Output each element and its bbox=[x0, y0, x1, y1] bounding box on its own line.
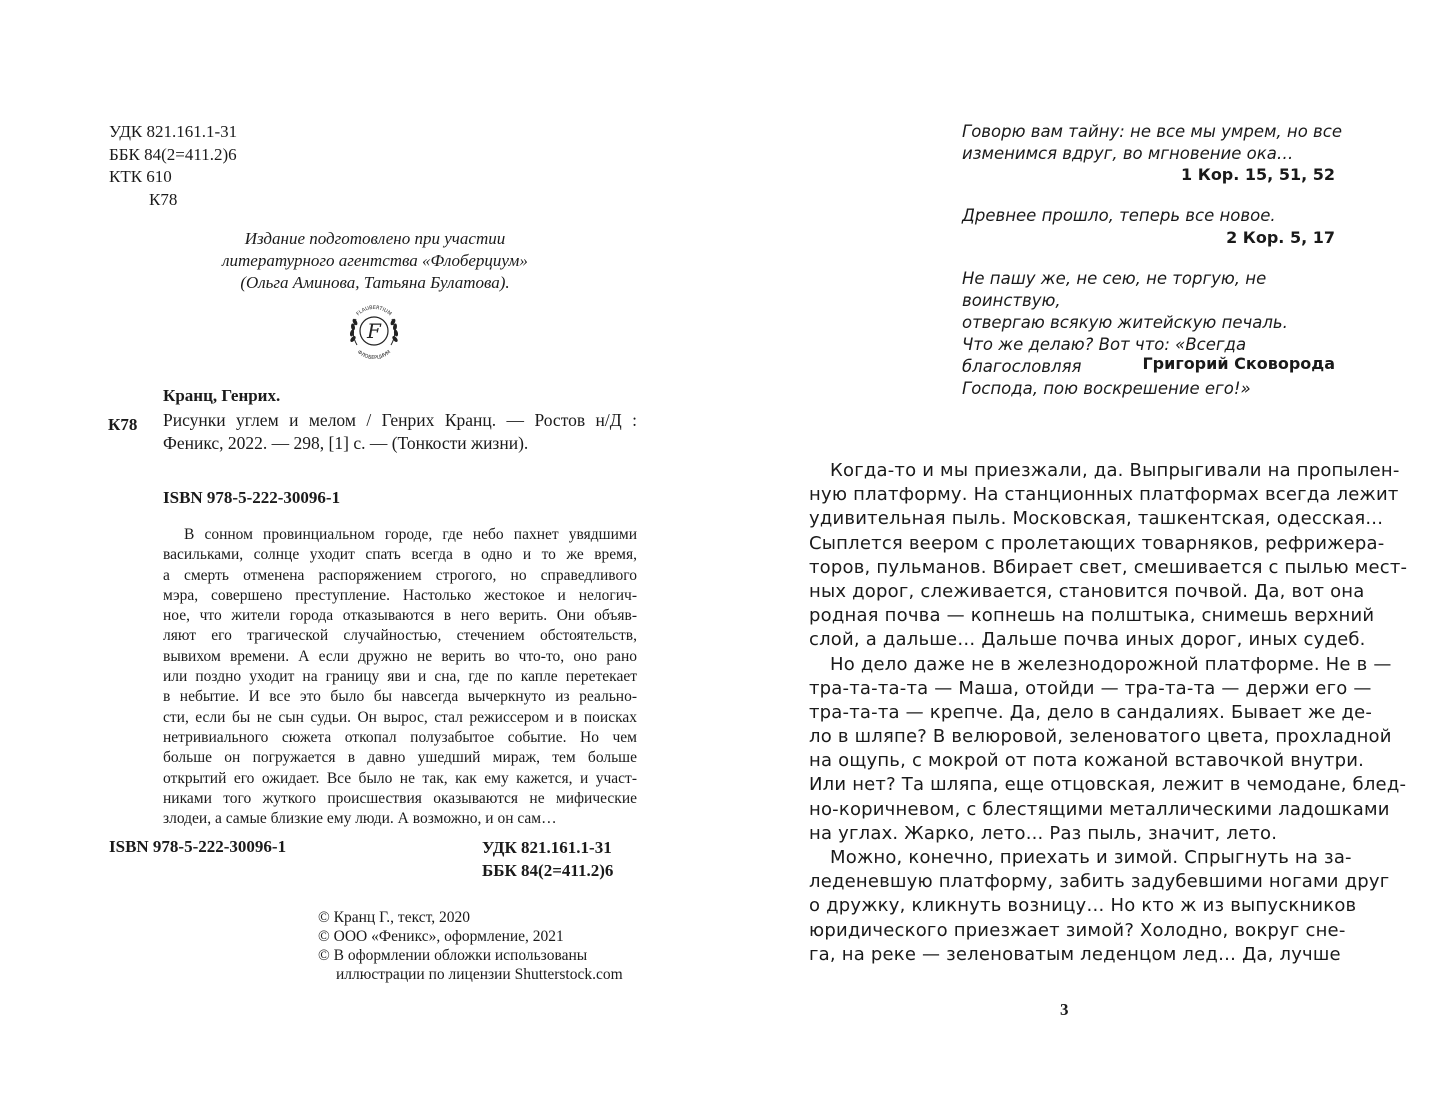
text-line: родная почва — копнешь на полштыка, снимешь верхний bbox=[809, 605, 1375, 627]
text-line: но-коричневом, с блестящими металлическими ладошками bbox=[809, 798, 1390, 820]
text-line: удивительная пыль. Московская, ташкентская, одесская... bbox=[809, 508, 1384, 530]
isbn: ISBN 978-5-222-30096-1 bbox=[163, 488, 341, 507]
paragraph bbox=[809, 846, 1390, 967]
epigraph-1 bbox=[962, 121, 1342, 165]
svg-text:ФЛОБЕРЦИУМ: ФЛОБЕРЦИУМ bbox=[356, 349, 392, 362]
flaubertium-logo-icon bbox=[340, 297, 408, 365]
epigraph-1-source: 1 Кор. 15, 51, 52 bbox=[1181, 165, 1335, 184]
annotation-line: в небытие. И все это было бы навсегда вычеркнуто из реально- bbox=[163, 688, 637, 706]
text-line: тра-та-та-та — Маша, отойди — тра-та-та — держи его — bbox=[809, 677, 1372, 699]
text-line: Сыплется веером с пролетающих товарняков, рефрижера- bbox=[809, 532, 1385, 554]
page-number: 3 bbox=[1060, 1000, 1069, 1019]
annotation-line: злодеи, а самые близкие ему люди. А возможно, и он сам… bbox=[163, 810, 557, 828]
epigraph-line: Говорю вам тайну: не все мы умрем, но все bbox=[962, 122, 1342, 141]
annotation-line: открытий его ожидает. Все было не так, как ему кажется, и участ- bbox=[163, 769, 637, 787]
text-line: га, на реке — зеленоватым леденцом лед… Да, лучше bbox=[809, 943, 1341, 965]
text-line: Или нет? Та шляпа, еще отцовская, лежит в чемодане, блед- bbox=[809, 774, 1407, 796]
epigraph-line: Не пашу же, не сею, не торгую, не воинствую, bbox=[962, 269, 1267, 310]
text-line: торов, пульманов. Вбирает свет, смешивается с пылью мест- bbox=[809, 556, 1408, 578]
text-line: на ощупь, с мокрой от пота кожаной вставочкой внутри. bbox=[809, 750, 1365, 772]
annotation-line: нетривиального сюжета откопал полузабытое событие. Но чем bbox=[163, 728, 637, 746]
svg-text:FLAUBERTIUM: FLAUBERTIUM bbox=[355, 304, 393, 318]
bbk-code: ББК 84(2=411.2)6 bbox=[109, 144, 237, 164]
udk-code: УДК 821.161.1-31 bbox=[109, 122, 238, 141]
agency-note-line: (Ольга Аминова, Татьяна Булатова). bbox=[240, 273, 510, 292]
agency-note bbox=[150, 228, 600, 294]
catalog-codes bbox=[109, 121, 237, 211]
epigraph-line: Древнее прошло, теперь все новое. bbox=[962, 206, 1276, 225]
text-line: юридического приезжает зимой? Холодно, вокруг сне- bbox=[809, 919, 1346, 941]
text-line: ло в шляпе? В велюровой, зеленоватого цвета, прохладной bbox=[809, 726, 1392, 748]
paragraph bbox=[809, 653, 1407, 847]
text-line: Можно, конечно, приехать и зимой. Спрыгнуть на за- bbox=[830, 847, 1352, 868]
bbk-code-bottom: ББК 84(2=411.2)6 bbox=[482, 860, 614, 880]
svg-text:F: F bbox=[367, 319, 381, 343]
annotation bbox=[163, 525, 637, 829]
epigraph-line: Что же делаю? Вот что: «Всегда благословляя bbox=[962, 335, 1247, 376]
main-text bbox=[809, 459, 1408, 967]
text-line: на углах. Жарко, лето... Раз пыль, значит, лето. bbox=[809, 822, 1278, 844]
agency-note-line: Издание подготовлено при участии bbox=[244, 229, 506, 248]
epigraph-2 bbox=[962, 205, 1342, 227]
annotation-line: больше он погружается в давно ушедший мираж, тем больше bbox=[163, 749, 637, 767]
annotation-line: В сонном провинциальном городе, где небо пахнет увядшими bbox=[184, 526, 637, 543]
epigraph-line: Господа, пою воскрешение его!» bbox=[962, 379, 1251, 398]
annotation-line: а смерть отменена распоряжением строгого, но справедливого bbox=[163, 566, 637, 584]
epigraph-line: отвергаю всякую житейскую печаль. bbox=[962, 313, 1288, 332]
annotation-line: ляют его трагической случайностью, стечением обстоятельств, bbox=[163, 627, 637, 645]
paragraph bbox=[809, 459, 1408, 653]
agency-note-line: литературного агентства «Флоберциум» bbox=[222, 251, 528, 270]
copyright-line: © Кранц Г., текст, 2020 bbox=[318, 909, 470, 926]
copyright-line: © ООО «Феникс», оформление, 2021 bbox=[318, 928, 564, 945]
annotation-line: мэра, совершено преступление. Настолько жестокое и нелогич- bbox=[163, 586, 637, 604]
udk-code-bottom: УДК 821.161.1-31 bbox=[482, 838, 612, 857]
text-line: Когда-то и мы приезжали, да. Выпрыгивали на пропылен- bbox=[830, 460, 1400, 481]
text-line: леденевшую платформу, забить задубевшими ногами друг bbox=[809, 871, 1390, 893]
epigraph-3-source: Григорий Сковорода bbox=[1142, 354, 1335, 373]
text-line: Но дело даже не в железнодорожной платформе. Не в — bbox=[830, 653, 1392, 675]
text-line: тра-та-та — крепче. Да, дело в сандалиях. Бывает же де- bbox=[809, 701, 1373, 723]
copyright-line: © В оформлении обложки использованы bbox=[318, 947, 588, 964]
annotation-line: сти, если бы не сын судьи. Он вырос, стал режиссером и в поисках bbox=[163, 708, 637, 726]
text-line: ных дорог, слеживается, становится почвой. Да, вот она bbox=[809, 580, 1365, 602]
annotation-line: или поздно уходит на границу яви и сна, где по капле перетекает bbox=[163, 668, 637, 686]
author-name: Кранц, Генрих. bbox=[163, 386, 281, 405]
epigraph-3 bbox=[962, 268, 1342, 400]
ktk-code: КТК 610 bbox=[109, 167, 172, 186]
copyright-block bbox=[318, 908, 623, 984]
catalog-mark: К78 bbox=[108, 415, 138, 434]
annotation-line: васильками, солнце уходит спать всегда в одно и то же время, bbox=[163, 546, 637, 564]
bottom-codes bbox=[482, 837, 613, 882]
text-line: слой, а дальше… Дальше почва иных дорог, иных судеб. bbox=[809, 629, 1366, 651]
bibliographic-entry: Рисунки углем и мелом / Генрих Кранц. — Ростов н/Д : Феникс, 2022. — 298, [1] с. — (Тонкости жизни). bbox=[163, 410, 637, 453]
isbn-bottom: ISBN 978-5-222-30096-1 bbox=[109, 837, 287, 856]
copyright-line: иллюстрации по лицензии Shutterstock.com bbox=[336, 966, 623, 983]
epigraph-2-source: 2 Кор. 5, 17 bbox=[1226, 228, 1335, 247]
annotation-line: вывихом времени. А если дружно не верить во что-то, оно рано bbox=[163, 647, 637, 665]
text-line: о дружку, кликнуть возницу… Но кто ж из выпускников bbox=[809, 895, 1357, 917]
annotation-line: ное, что жители города отказываются в него верить. Они объяв- bbox=[163, 607, 637, 625]
author-mark: К78 bbox=[149, 189, 178, 209]
text-line: ную платформу. На станционных платформах всегда лежит bbox=[809, 484, 1399, 506]
epigraph-line: изменимся вдруг, во мгновение ока… bbox=[962, 144, 1294, 163]
annotation-line: никами того жуткого происшествия оказываются не мифические bbox=[163, 789, 637, 807]
